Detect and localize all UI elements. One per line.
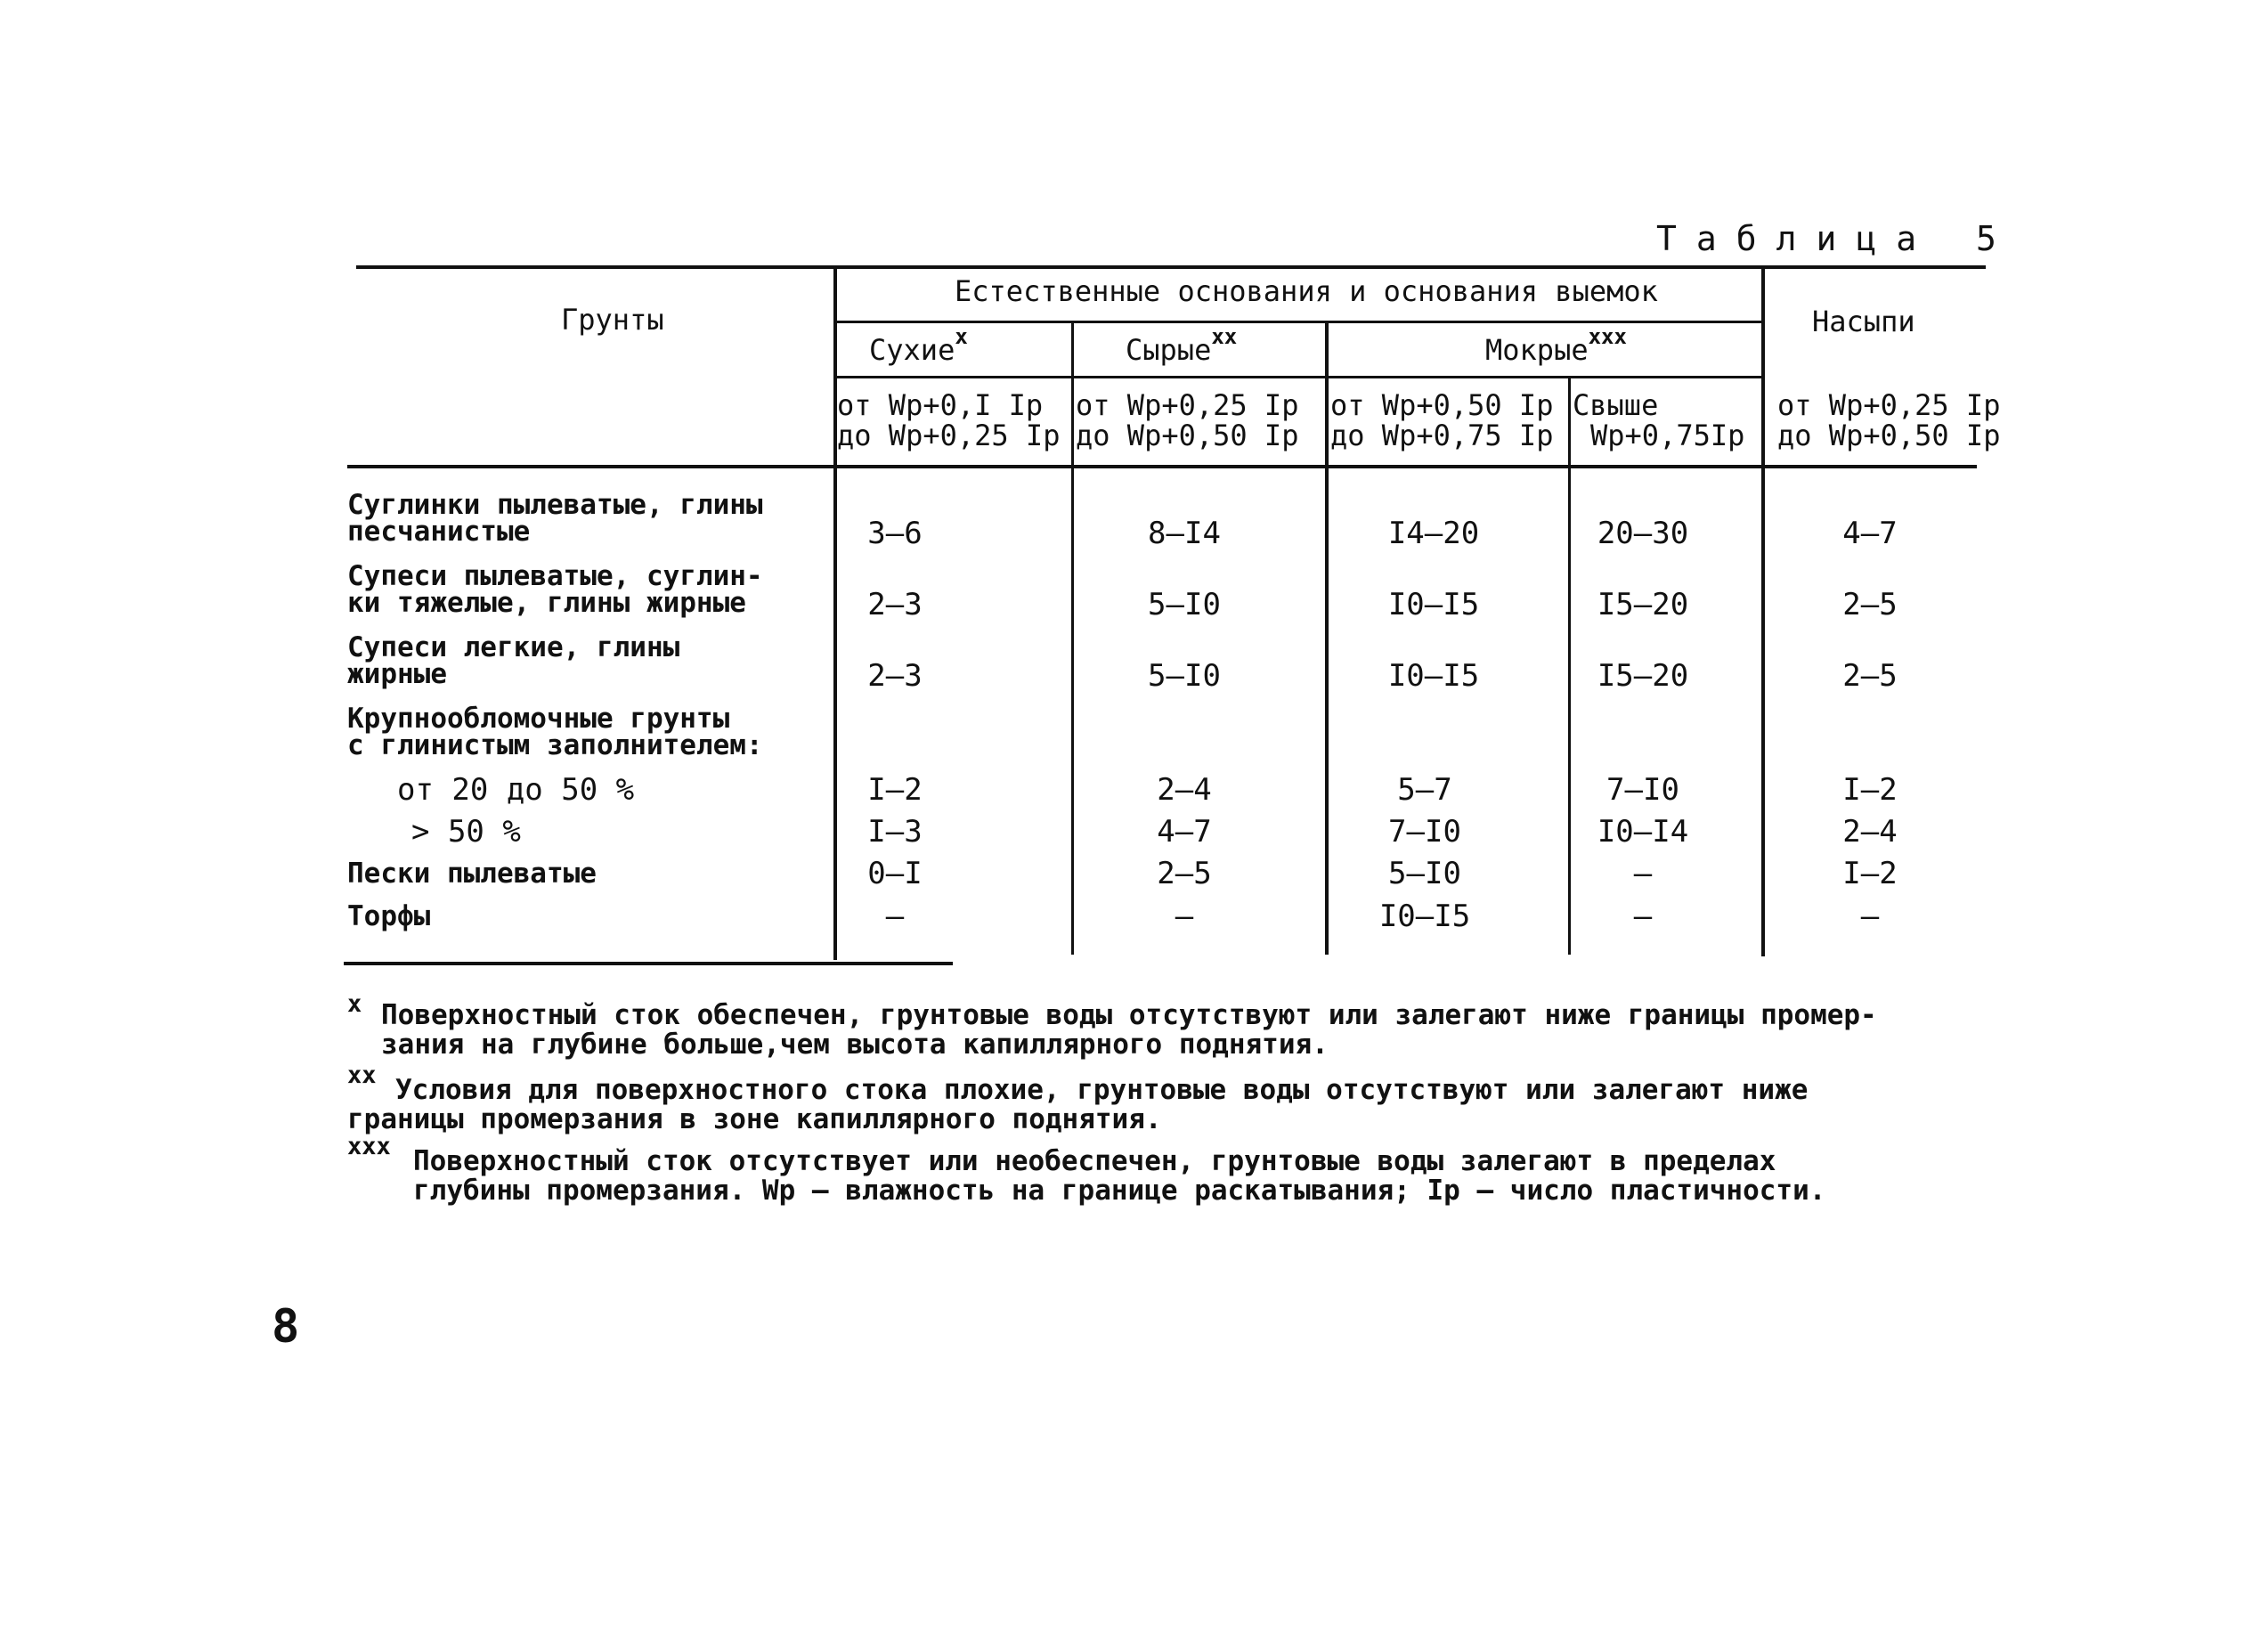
cell-r8-c5: –: [1860, 899, 1880, 934]
row-label-4: Крупнообломочные грунты с глинистым заполнителем:: [347, 703, 763, 761]
header-soils: Грунты: [561, 303, 664, 337]
cell-r2-c5: 2–5: [1842, 587, 1898, 622]
range-damp: от Wp+0,25 Ip до Wp+0,50 Ip: [1076, 388, 1299, 452]
cell-r8-c4: –: [1633, 899, 1653, 934]
table-bottom-rule: [344, 962, 953, 965]
row-label-3: Супеси легкие, глины жирные: [347, 631, 680, 690]
cell-r2-c4: I5–20: [1597, 587, 1689, 622]
footnote-mark-xxx: xxx: [1588, 324, 1627, 349]
cell-r1-c1: 3–6: [867, 516, 923, 551]
header-dry: Сухие$^x$: [869, 324, 968, 367]
header-bottom-rule: [347, 465, 1977, 468]
cell-r5-c3: 5–7: [1397, 772, 1452, 808]
cell-r1-c4: 20–30: [1597, 516, 1689, 551]
cell-r3-c4: I5–20: [1597, 658, 1689, 694]
footnote-mark-xx: xx: [1211, 324, 1238, 349]
header-fill: Насыпи: [1812, 305, 1915, 338]
cell-r5-c1: I–2: [867, 772, 923, 808]
cell-r7-c3: 5–I0: [1388, 856, 1461, 891]
col-divider-4: [1568, 378, 1571, 955]
table-top-rule: [356, 265, 1986, 269]
footnote-1-mark: x: [347, 990, 362, 1018]
page-number: 8: [272, 1300, 300, 1354]
row-label-8: Торфы: [347, 900, 431, 932]
cell-r6-c5: 2–4: [1842, 814, 1898, 850]
cell-r8-c3: I0–I5: [1378, 899, 1471, 934]
cell-r8-c2: –: [1175, 899, 1194, 934]
cell-r2-c3: I0–I5: [1387, 587, 1480, 622]
cell-r1-c5: 4–7: [1842, 516, 1898, 551]
cell-r1-c3: I4–20: [1387, 516, 1480, 551]
footnote-3-mark: xxx: [347, 1133, 391, 1160]
cell-r6-c1: I–3: [867, 814, 923, 850]
col-divider-3: [1325, 322, 1329, 955]
row-label-2: Супеси пылеватые, суглин- ки тяжелые, глины жирные: [347, 560, 763, 619]
row-label-6: > 50 %: [411, 814, 521, 850]
header-natural: Естественные основания и основания выемок: [955, 274, 1658, 308]
cell-r3-c1: 2–3: [867, 658, 923, 694]
cell-r5-c4: 7–I0: [1606, 772, 1679, 808]
row-label-5: от 20 до 50 %: [397, 772, 635, 808]
range-fill: от Wp+0,25 Ip до Wp+0,50 Ip: [1777, 388, 2001, 452]
table-caption: Таблица 5: [1656, 219, 2016, 258]
cell-r7-c5: I–2: [1842, 856, 1898, 891]
footnote-3: Поверхностный сток отсутствует или необеспечен, грунтовые воды залегают в пределах глубины промерзания. Wp – влажность на границе раскатывания; Ip – число пластичности.: [413, 1145, 1826, 1207]
col-divider-2: [1071, 322, 1074, 955]
range-wet-2: Свыше Wp+0,75Ip: [1573, 388, 1745, 452]
natural-header-rule: [835, 321, 1761, 323]
cell-r6-c4: I0–I4: [1597, 814, 1689, 850]
cell-r6-c3: 7–I0: [1388, 814, 1461, 850]
header-damp: Сырые$^{xx}$: [1126, 324, 1238, 367]
cell-r3-c5: 2–5: [1842, 658, 1898, 694]
row-label-7: Пески пылеватые: [347, 858, 597, 890]
cell-r5-c2: 2–4: [1157, 772, 1212, 808]
footnote-mark-x: x: [955, 324, 968, 349]
cell-r3-c2: 5–I0: [1148, 658, 1221, 694]
footnote-2: Условия для поверхностного стока плохие, грунтовые воды отсутствуют или залегают ниже границы промерзания в зоне капиллярного поднятия.: [347, 1074, 1809, 1135]
cell-r5-c5: I–2: [1842, 772, 1898, 808]
cell-r7-c2: 2–5: [1157, 856, 1212, 891]
cell-r7-c4: –: [1633, 856, 1653, 891]
cell-r7-c1: 0–I: [867, 856, 923, 891]
col-divider-5: [1761, 265, 1765, 956]
cell-r8-c1: –: [885, 899, 905, 934]
header-wet: Мокрые$^{xxx}$: [1485, 324, 1627, 367]
cell-r2-c2: 5–I0: [1148, 587, 1221, 622]
range-dry: от Wp+0,I Ip до Wp+0,25 Ip: [837, 388, 1061, 452]
footnote-2-mark: xx: [347, 1061, 377, 1089]
subheader-rule: [835, 376, 1761, 378]
cell-r1-c2: 8–I4: [1148, 516, 1221, 551]
cell-r2-c1: 2–3: [867, 587, 923, 622]
cell-r3-c3: I0–I5: [1387, 658, 1480, 694]
footnote-1: Поверхностный сток обеспечен, грунтовые воды отсутствуют или залегают ниже границы промер- зания на глубине больше,чем высота капиллярного поднятия.: [381, 999, 1877, 1061]
row-label-1: Суглинки пылеватые, глины песчанистые: [347, 489, 763, 548]
range-wet-1: от Wp+0,50 Ip до Wp+0,75 Ip: [1330, 388, 1554, 452]
cell-r6-c2: 4–7: [1157, 814, 1212, 850]
